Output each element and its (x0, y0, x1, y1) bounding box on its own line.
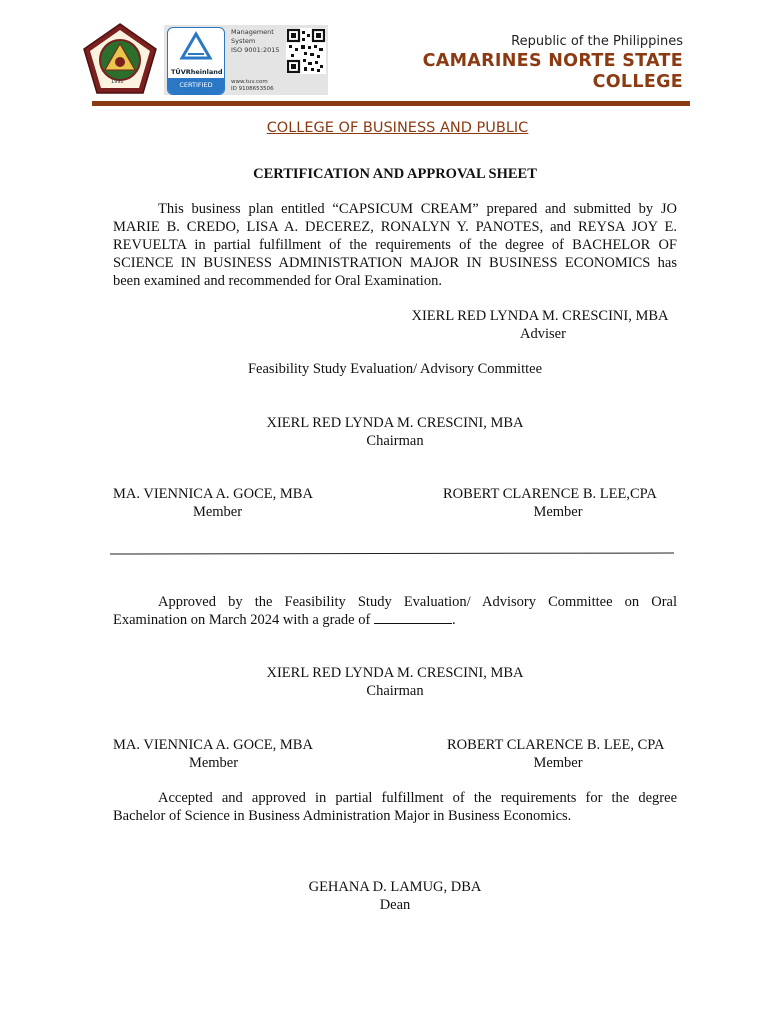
member2-name: ROBERT CLARENCE B. LEE,CPA (443, 486, 657, 502)
tuv-triangle-icon (168, 28, 224, 68)
qr-code-icon (286, 28, 326, 79)
member2-name: ROBERT CLARENCE B. LEE, CPA (447, 737, 665, 753)
cert-iso: ISO 9001:2015 (231, 46, 280, 54)
tuv-brand: TÜVRheinland (171, 68, 223, 76)
member1-name: MA. VIENNICA A. GOCE, MBA (113, 737, 313, 753)
approval-line-end: . (451, 612, 456, 628)
chairman-role: Chairman (366, 683, 424, 699)
tuv-certified-label: CERTIFIED (179, 81, 213, 89)
member1-name: MA. VIENNICA A. GOCE, MBA (113, 486, 313, 502)
college-name-line2: COLLEGE (592, 72, 683, 92)
intro-line: been examined and recommended for Oral Examination. (113, 273, 442, 289)
adviser-role: Adviser (520, 326, 566, 342)
member1-role: Member (188, 755, 239, 771)
cert-management: Management (231, 28, 274, 36)
acceptance-line: Bachelor of Science in Business Administration Major in Business Economics. (113, 808, 572, 824)
cert-system: System (231, 37, 256, 45)
intro-line: SCIENCE IN BUSINESS ADMINISTRATION MAJOR IN BUSINESS ECONOMICS has (113, 255, 677, 271)
approval-paragraph (113, 593, 677, 629)
approval-line-text: Examination on March 2024 with a grade of (113, 612, 374, 628)
seal-year: 1992 (111, 79, 124, 85)
member2-role: Member (533, 755, 583, 771)
document-title: CERTIFICATION AND APPROVAL SHEET (253, 166, 537, 182)
member2-role: Member (533, 504, 583, 520)
acceptance-line: Accepted and approved in partial fulfillment of the requirements for the degree (158, 790, 677, 806)
chairman-role: Chairman (366, 433, 424, 449)
approval-line (113, 611, 677, 629)
grade-blank (374, 611, 452, 624)
chairman-name: XIERL RED LYNDA M. CRESCINI, MBA (266, 415, 524, 431)
tuv-certified-badge (167, 27, 225, 95)
department-title: COLLEGE OF BUSINESS AND PUBLIC (266, 120, 529, 136)
committee-title: Feasibility Study Evaluation/ Advisory Committee (247, 361, 542, 377)
approval-line: Approved by the Feasibility Study Evaluation/ Advisory Committee on Oral (158, 594, 677, 610)
chairman-name: XIERL RED LYNDA M. CRESCINI, MBA (266, 665, 524, 681)
dean-name: GEHANA D. LAMUG, DBA (308, 879, 482, 895)
member1-role: Member (192, 504, 243, 520)
acceptance-paragraph (113, 789, 677, 825)
college-name (423, 51, 683, 93)
intro-line: This business plan entitled “CAPSICUM CREAM” prepared and submitted by JO (158, 201, 677, 217)
college-name-line1: CAMARINES NORTE STATE (422, 51, 683, 71)
republic-label: Republic of the Philippines (511, 34, 683, 49)
section-divider (110, 553, 674, 555)
header-rule (92, 101, 690, 106)
dean-role: Dean (379, 897, 411, 913)
intro-line: MARIE B. CREDO, LISA A. DECEREZ, RONALYN Y. PANOTES, and REYSA JOY E. (113, 219, 677, 235)
intro-line: REVUELTA in partial fulfillment of the requirements of the degree of BACHELOR OF (113, 237, 677, 253)
cert-site: www.tuv.com (231, 79, 268, 85)
intro-paragraph (113, 200, 677, 290)
adviser-name: XIERL RED LYNDA M. CRESCINI, MBA (411, 308, 669, 324)
cert-id: ID 9108653506 (231, 86, 274, 92)
